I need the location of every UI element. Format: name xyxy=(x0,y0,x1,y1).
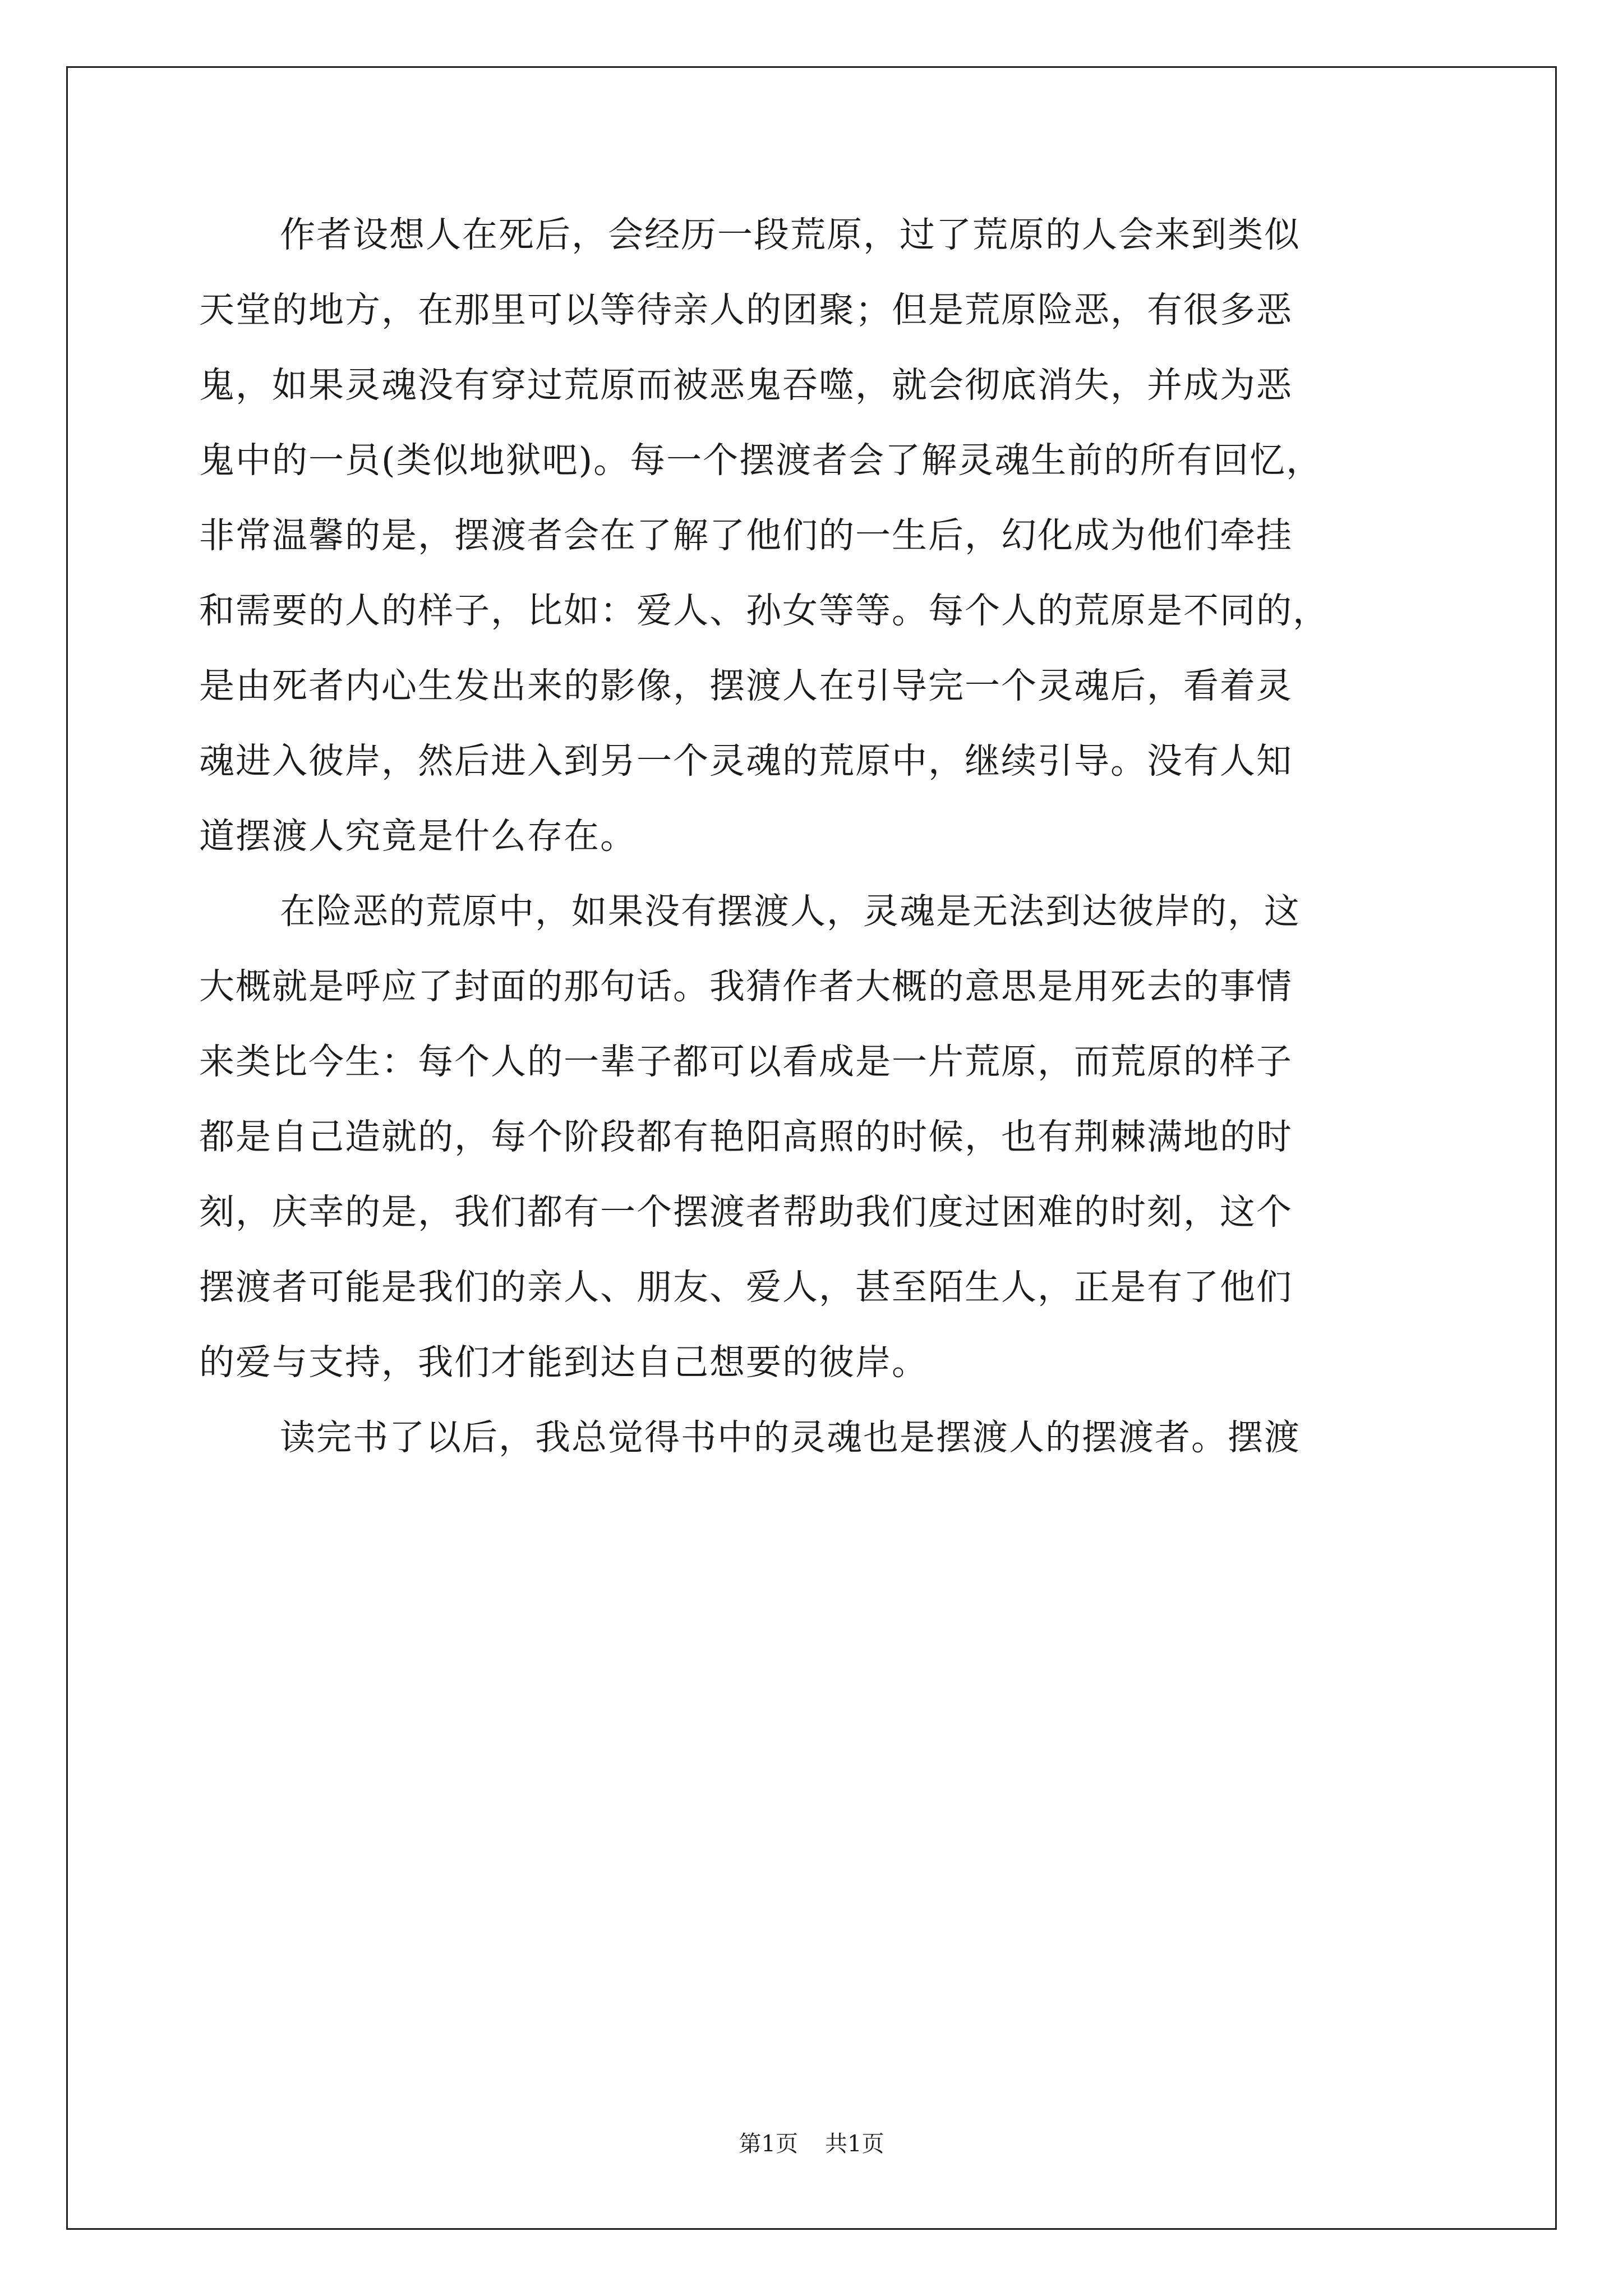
page-number: 第1页 xyxy=(739,2131,798,2157)
text-line: 魂进入彼岸，然后进入到另一个灵魂的荒原中，继续引导。没有人知 xyxy=(199,740,1293,781)
text-line: 读完书了以后，我总觉得书中的灵魂也是摆渡人的摆渡者。摆渡 xyxy=(280,1417,1301,1458)
text-line: 刻，庆幸的是，我们都有一个摆渡者帮助我们度过困难的时刻，这个 xyxy=(199,1191,1293,1232)
text-line: 的爱与支持，我们才能到达自己想要的彼岸。 xyxy=(199,1342,928,1383)
text-line: 和需要的人的样子，比如：爱人、孙女等等。每个人的荒原是不同的， xyxy=(199,590,1329,631)
text-line: 在险恶的荒原中，如果没有摆渡人，灵魂是无法到达彼岸的，这 xyxy=(280,891,1301,932)
text-line: 摆渡者可能是我们的亲人、朋友、爱人，甚至陌生人，正是有了他们 xyxy=(199,1267,1293,1308)
text-line: 都是自己造就的，每个阶段都有艳阳高照的时候，也有荆棘满地的时 xyxy=(199,1116,1293,1157)
text-line: 道摆渡人究竟是什么存在。 xyxy=(199,816,637,857)
text-line: 是由死者内心生发出来的影像，摆渡人在引导完一个灵魂后，看着灵 xyxy=(199,665,1293,706)
text-line: 天堂的地方，在那里可以等待亲人的团聚；但是荒原险恶，有很多恶 xyxy=(199,289,1293,330)
text-line: 大概就是呼应了封面的那句话。我猜作者大概的意思是用死去的事情 xyxy=(199,966,1293,1007)
text-line: 作者设想人在死后，会经历一段荒原，过了荒原的人会来到类似 xyxy=(280,214,1301,255)
text-line: 鬼，如果灵魂没有穿过荒原而被恶鬼吞噬，就会彻底消失，并成为恶 xyxy=(199,365,1293,406)
text-line: 来类比今生：每个人的一辈子都可以看成是一片荒原，而荒原的样子 xyxy=(199,1041,1293,1082)
document-body xyxy=(199,197,1433,1475)
page-footer xyxy=(0,2126,1623,2158)
page-total: 共1页 xyxy=(825,2131,884,2157)
text-line: 鬼中的一员(类似地狱吧)。每一个摆渡者会了解灵魂生前的所有回忆， xyxy=(199,440,1323,481)
text-line: 非常温馨的是，摆渡者会在了解了他们的一生后，幻化成为他们牵挂 xyxy=(199,515,1293,556)
